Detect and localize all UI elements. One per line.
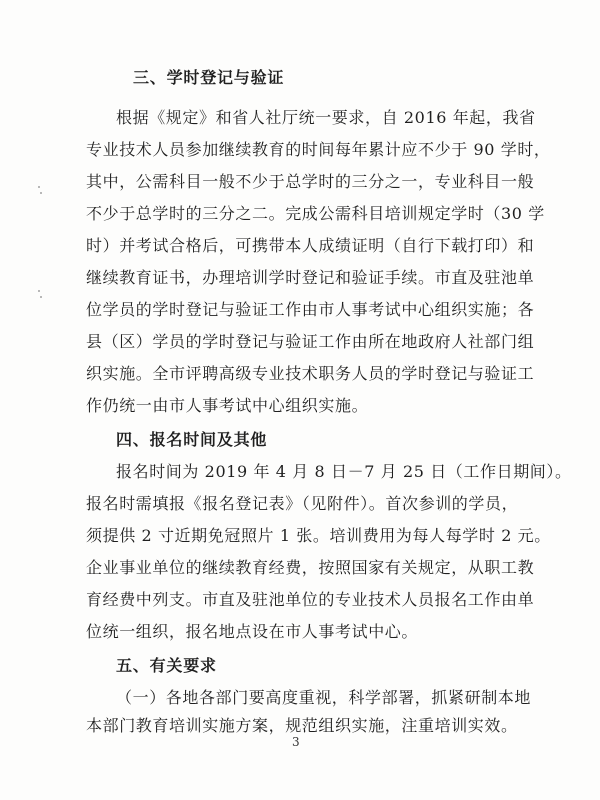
section-3-line: 作仍统一由市人事考试中心组织实施。 <box>86 396 369 415</box>
scan-speck <box>40 192 42 194</box>
section-4-line: 报名时间为 2019 年 4 月 8 日－7 月 25 日（工作日期间）。 <box>116 462 572 481</box>
scan-speck <box>40 296 42 298</box>
section-3-line: 根据《规定》和省人社厅统一要求，自 2016 年起，我省 <box>116 108 536 127</box>
section-5-line: （一）各地各部门要高度重视，科学部署，抓紧研制本地 <box>116 688 532 707</box>
scan-speck <box>38 290 40 292</box>
section-4-line: 企业事业单位的继续教育经费，按照国家有关规定，从职工教 <box>86 558 535 577</box>
section-5-line: 本部门教育培训实施方案，规范组织实施，注重培训实效。 <box>86 716 518 735</box>
section-3-line: 专业技术人员参加继续教育的时间每年累计应不少于 90 学时， <box>86 140 551 159</box>
section-4-heading: 四、报名时间及其他 <box>116 430 268 449</box>
section-3-line: 不少于总学时的三分之二。完成公需科目培训规定学时（30 学 <box>86 204 545 223</box>
section-5-heading: 五、有关要求 <box>116 656 217 675</box>
section-3-heading: 三、学时登记与验证 <box>133 68 285 87</box>
section-4-line: 须提供 2 寸近期免冠照片 1 张。培训费用为每人每学时 2 元。 <box>86 526 551 545</box>
page-number: 3 <box>292 735 300 749</box>
section-4-line: 育经费中列支。市直及驻池单位的专业技术人员报名工作由单 <box>86 590 535 609</box>
section-4-line: 位统一组织，报名地点设在市人事考试中心。 <box>86 622 419 641</box>
section-3-line: 县（区）学员的学时登记与验证工作由所在地政府人社部门组 <box>86 332 535 351</box>
section-4-line: 报名时需填报《报名登记表》（见附件）。首次参训的学员， <box>86 494 519 513</box>
section-3-line: 织实施。全市评聘高级专业技术职务人员的学时登记与验证工 <box>86 364 535 383</box>
scan-speck <box>38 186 40 188</box>
section-3-line: 继续教育证书，办理培训学时登记和验证手续。市直及驻池单 <box>86 268 535 287</box>
section-3-line: 时）并考试合格后，可携带本人成绩证明（自行下载打印）和 <box>86 236 535 255</box>
section-3-line: 位学员的学时登记与验证工作由市人事考试中心组织实施；各 <box>86 300 535 319</box>
section-3-line: 其中，公需科目一般不少于总学时的三分之一，专业科目一般 <box>86 172 535 191</box>
